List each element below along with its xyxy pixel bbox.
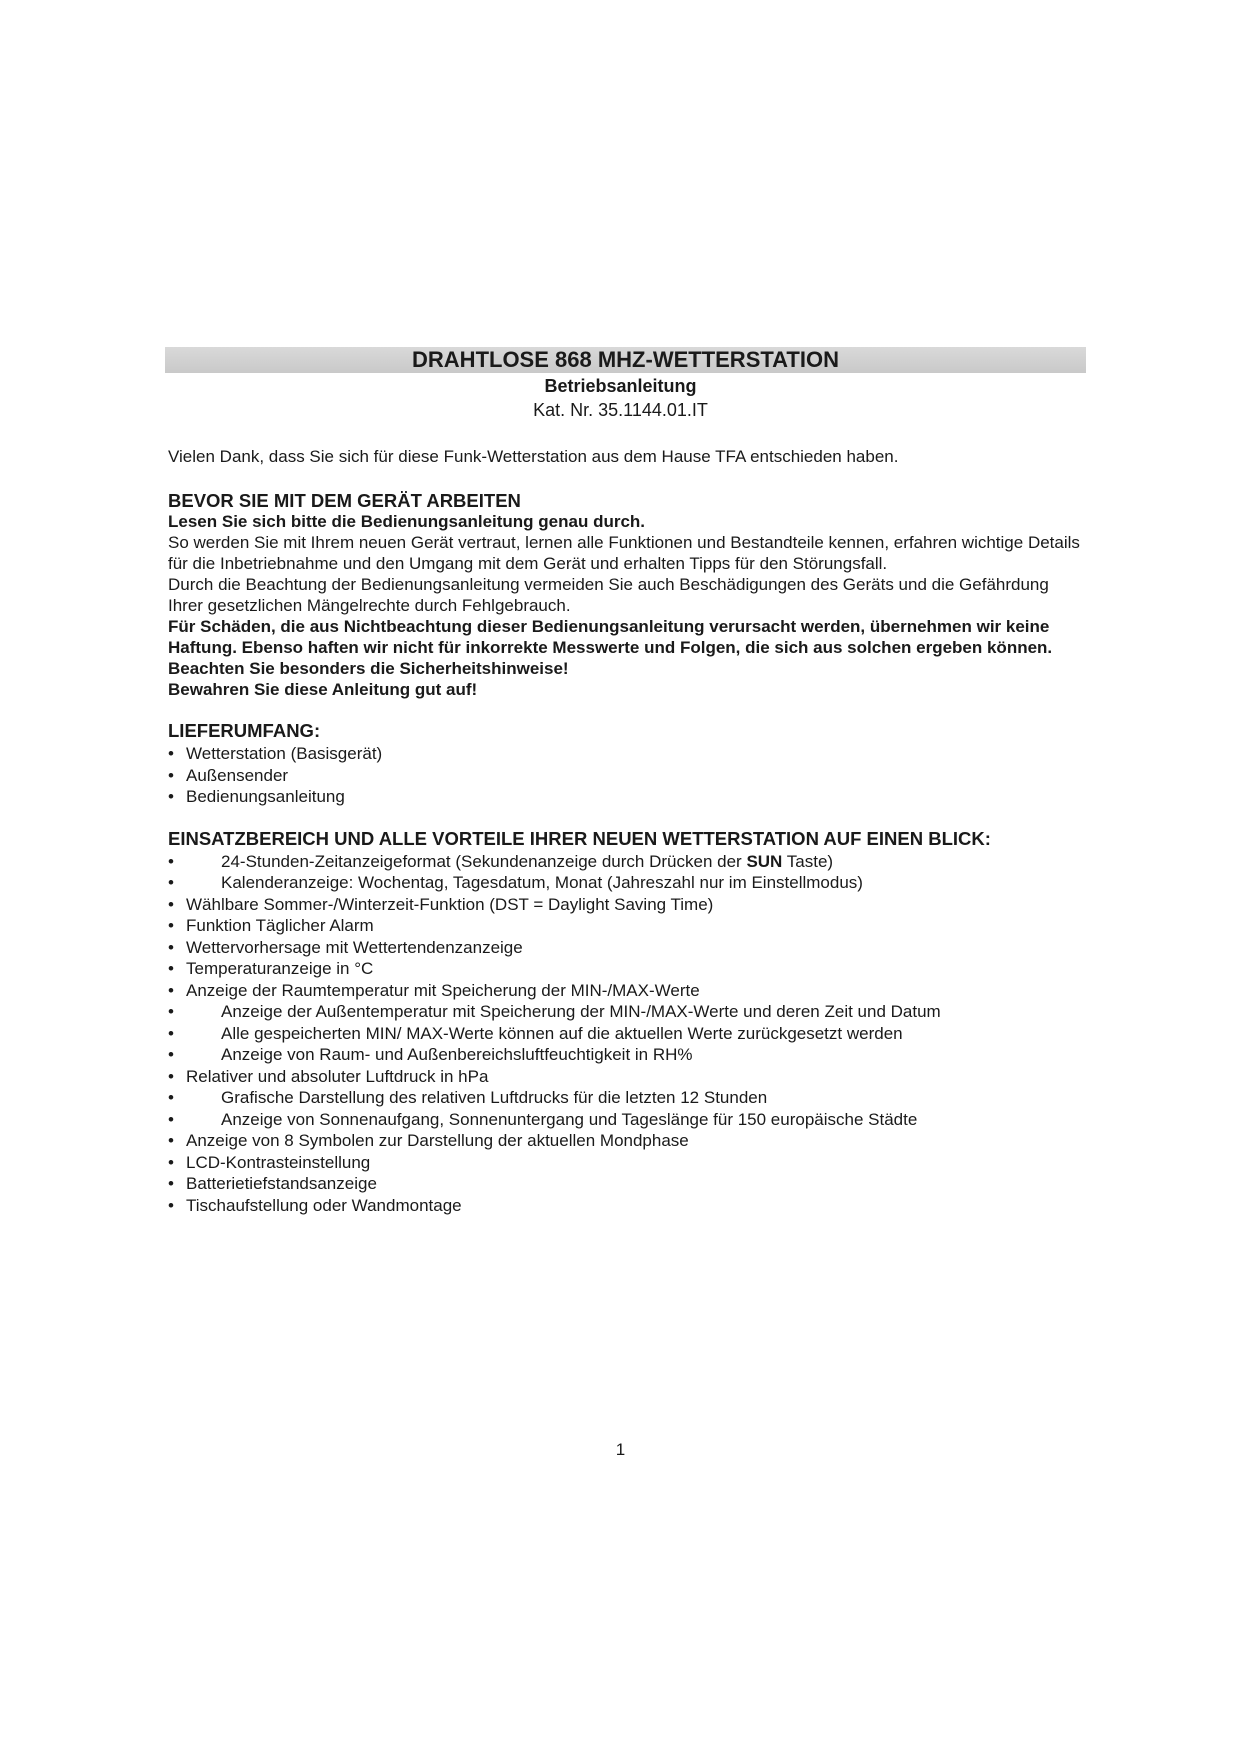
before-paragraph-2: Durch die Beachtung der Bedienungsanleitung vermeiden Sie auch Beschädigungen des Geräts und die Gefährdung Ihrer gesetzlichen Mängelrechte durch Fehlgebrauch. [168, 575, 1049, 615]
list-item: • Anzeige der Raumtemperatur mit Speicherung der MIN-/MAX-Werte [168, 980, 1088, 1002]
list-item: • Wählbare Sommer-/Winterzeit-Funktion (DST = Daylight Saving Time) [168, 894, 1088, 916]
intro-paragraph: Vielen Dank, dass Sie sich für diese Funk-Wetterstation aus dem Hause TFA entschieden haben. [168, 447, 899, 466]
list-item: • Kalenderanzeige: Wochentag, Tagesdatum, Monat (Jahreszahl nur im Einstellmodus) [168, 872, 1088, 894]
document-body [168, 446, 1088, 1216]
list-item: • Anzeige von 8 Symbolen zur Darstellung der aktuellen Mondphase [168, 1130, 1088, 1152]
section-heading-scope: LIEFERUMFANG: [168, 720, 321, 741]
sun-key-label: SUN [746, 851, 783, 871]
list-item: • LCD-Kontrasteinstellung [168, 1152, 1088, 1174]
page-number: 1 [615, 1440, 626, 1459]
document-title: DRAHTLOSE 868 MHZ-WETTERSTATION [165, 347, 1086, 373]
list-item [168, 851, 1088, 873]
features-section [168, 828, 1088, 1217]
list-item: • Relativer und absoluter Luftdruck in hPa [168, 1066, 1088, 1088]
liability-note: Für Schäden, die aus Nichtbeachtung dieser Bedienungsanleitung verursacht werden, übernehmen wir keine Haftung. Ebenso haften wir nicht für inkorrekte Messwerte und Folgen, die sich aus solchen ergeben können. [168, 617, 1053, 657]
list-item: • Anzeige von Raum- und Außenbereichsluftfeuchtigkeit in RH% [168, 1044, 1088, 1066]
features-list [168, 851, 1088, 1217]
list-item: • Anzeige von Sonnenaufgang, Sonnenuntergang und Tageslänge für 150 europäische Städte [168, 1109, 1088, 1131]
list-item: • Alle gespeicherten MIN/ MAX-Werte können auf die aktuellen Werte zurückgesetzt werden [168, 1023, 1088, 1045]
read-instructions-note: Lesen Sie sich bitte die Bedienungsanleitung genau durch. [168, 512, 646, 531]
section-heading-before: BEVOR SIE MIT DEM GERÄT ARBEITEN [168, 490, 521, 511]
section-heading-features: EINSATZBEREICH UND ALLE VORTEILE IHRER NEUEN WETTERSTATION AUF EINEN BLICK: [168, 827, 991, 849]
list-item: • Grafische Darstellung des relativen Luftdrucks für die letzten 12 Stunden [168, 1087, 1088, 1109]
before-paragraph-1: So werden Sie mit Ihrem neuen Gerät vertraut, lernen alle Funktionen und Bestandteile kennen, erfahren wichtige Details für die Inbetriebnahme und den Umgang mit dem Gerät und erhalten Tipps für den Störungsfall. [168, 533, 1080, 573]
list-item: • Bedienungsanleitung [168, 786, 1088, 808]
safety-note: Beachten Sie besonders die Sicherheitshinweise! [168, 659, 569, 678]
feature-text: Taste) [786, 851, 834, 871]
scope-list [168, 743, 1088, 808]
document-subtitle: Betriebsanleitung [544, 376, 697, 396]
list-item: • Temperaturanzeige in °C [168, 958, 1088, 980]
list-item: • Anzeige der Außentemperatur mit Speicherung der MIN-/MAX-Werte und deren Zeit und Datum [168, 1001, 1088, 1023]
list-item: • Batterietiefstandsanzeige [168, 1173, 1088, 1195]
list-item: • Außensender [168, 765, 1088, 787]
feature-text: 24-Stunden-Zeitanzeigeformat (Sekundenanzeige durch Drücken der [221, 851, 742, 871]
list-item: • Tischaufstellung oder Wandmontage [168, 1195, 1088, 1217]
list-item: • Funktion Täglicher Alarm [168, 915, 1088, 937]
list-item: • Wettervorhersage mit Wettertendenzanzeige [168, 937, 1088, 959]
list-item: • Wetterstation (Basisgerät) [168, 743, 1088, 765]
catalog-number: Kat. Nr. 35.1144.01.IT [533, 400, 708, 420]
scope-section [168, 720, 1088, 808]
keep-manual-note: Bewahren Sie diese Anleitung gut auf! [168, 680, 478, 699]
